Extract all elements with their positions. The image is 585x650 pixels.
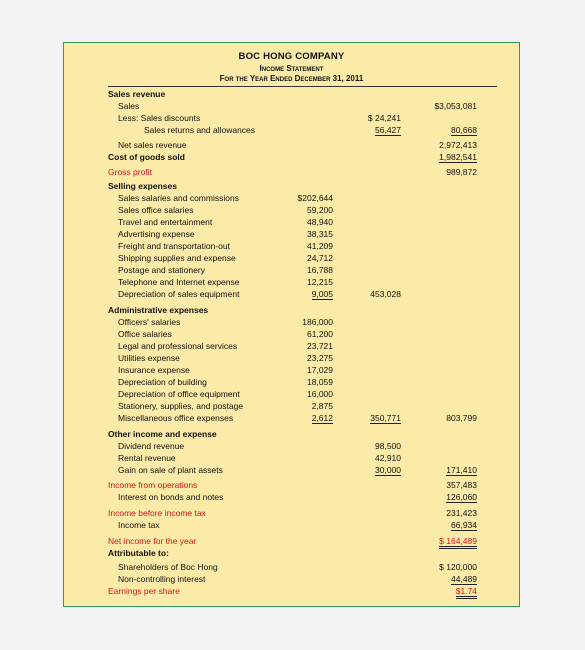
amount-c1: 23,721 bbox=[307, 341, 333, 351]
amount-c1: 61,200 bbox=[307, 329, 333, 339]
statement-row bbox=[64, 441, 519, 453]
row-label: Other income and expense bbox=[108, 429, 217, 439]
row-label: Miscellaneous office expenses bbox=[118, 413, 234, 423]
income-statement-sheet bbox=[63, 42, 520, 607]
amount-c1: 16,000 bbox=[307, 389, 333, 399]
statement-row bbox=[64, 562, 519, 574]
row-label: Income from operations bbox=[108, 480, 198, 490]
statement-row bbox=[64, 265, 519, 277]
row-label: Income before income tax bbox=[108, 508, 206, 518]
statement-row bbox=[64, 453, 519, 465]
amount-c1: 23,275 bbox=[307, 353, 333, 363]
amount-c3: 80,668 bbox=[451, 125, 477, 135]
row-label: Sales returns and allowances bbox=[144, 125, 256, 135]
row-label: Cost of goods sold bbox=[108, 152, 185, 162]
amount-c2: 453,028 bbox=[370, 289, 401, 299]
row-label: Depreciation of building bbox=[118, 377, 207, 387]
statement-row bbox=[64, 401, 519, 413]
statement-row bbox=[64, 586, 519, 598]
statement-row bbox=[64, 353, 519, 365]
row-label: Depreciation of office equipment bbox=[118, 389, 240, 399]
statement-row bbox=[64, 193, 519, 205]
company-name: BOC HONG COMPANY bbox=[238, 51, 345, 62]
row-label: Income tax bbox=[118, 520, 160, 530]
amount-c1: 24,712 bbox=[307, 253, 333, 263]
amount-c3: 44,489 bbox=[451, 574, 477, 584]
amount-c1: 9,005 bbox=[311, 289, 333, 299]
statement-row bbox=[64, 113, 519, 125]
statement-row bbox=[64, 253, 519, 265]
amount-c3: $ 120,000 bbox=[439, 562, 477, 572]
statement-row bbox=[64, 508, 519, 520]
row-label: Officers' salaries bbox=[118, 317, 181, 327]
row-label: Interest on bonds and notes bbox=[118, 492, 224, 502]
statement-row bbox=[64, 536, 519, 548]
row-label: Net income for the year bbox=[108, 536, 197, 546]
amount-c1: 48,940 bbox=[307, 217, 333, 227]
statement-row bbox=[64, 167, 519, 179]
row-label: Earnings per share bbox=[108, 586, 180, 596]
row-label: Gross profit bbox=[108, 167, 152, 177]
amount-c3: $1.74 bbox=[456, 586, 477, 599]
statement-row bbox=[64, 205, 519, 217]
amount-c3: $ 164,489 bbox=[439, 536, 477, 549]
row-label: Sales office salaries bbox=[118, 205, 194, 215]
amount-c1: 41,209 bbox=[307, 241, 333, 251]
statement-row bbox=[64, 520, 519, 532]
statement-row bbox=[64, 480, 519, 492]
row-label: Insurance expense bbox=[118, 365, 190, 375]
amount-c1: 12,215 bbox=[307, 277, 333, 287]
row-label: Dividend revenue bbox=[118, 441, 185, 451]
statement-row bbox=[64, 341, 519, 353]
amount-c2: $ 24,241 bbox=[367, 113, 401, 123]
statement-row bbox=[64, 305, 519, 317]
amount-c3: 1,982,541 bbox=[439, 152, 477, 162]
statement-row bbox=[64, 377, 519, 389]
row-label: Advertising expense bbox=[118, 229, 195, 239]
row-label: Shipping supplies and expense bbox=[118, 253, 236, 263]
amount-c2: 56,427 bbox=[375, 125, 401, 135]
amount-c1: 38,315 bbox=[307, 229, 333, 239]
amount-c2: 98,500 bbox=[375, 441, 401, 451]
statement-row bbox=[64, 140, 519, 152]
statement-row bbox=[64, 465, 519, 477]
statement-row bbox=[64, 101, 519, 113]
row-label: Selling expenses bbox=[108, 181, 177, 191]
statement-row bbox=[64, 574, 519, 586]
amount-c3: 171,410 bbox=[446, 465, 477, 475]
statement-row bbox=[64, 152, 519, 164]
statement-row bbox=[64, 389, 519, 401]
row-label: Administrative expenses bbox=[108, 305, 209, 315]
row-label: Less: Sales discounts bbox=[118, 113, 201, 123]
amount-c3: 989,872 bbox=[446, 167, 477, 177]
row-label: Office salaries bbox=[118, 329, 172, 339]
row-label: Non-controlling interest bbox=[118, 574, 206, 584]
amount-c3: 357,483 bbox=[446, 480, 477, 490]
row-label: Shareholders of Boc Hong bbox=[118, 562, 218, 572]
statement-row bbox=[64, 413, 519, 425]
amount-c1: $202,644 bbox=[297, 193, 333, 203]
row-label: Sales salaries and commissions bbox=[118, 193, 239, 203]
row-label: Stationery, supplies, and postage bbox=[118, 401, 244, 411]
amount-c1: 18,059 bbox=[307, 377, 333, 387]
amount-c2: 30,000 bbox=[375, 465, 401, 475]
amount-c1: 59,200 bbox=[307, 205, 333, 215]
statement-row bbox=[64, 277, 519, 289]
amount-c3: 126,060 bbox=[446, 492, 477, 502]
statement-row bbox=[64, 217, 519, 229]
header-rule bbox=[108, 86, 497, 87]
amount-c3: 66,934 bbox=[451, 520, 477, 530]
statement-row bbox=[64, 317, 519, 329]
amount-c2: 42,910 bbox=[375, 453, 401, 463]
row-label: Rental revenue bbox=[118, 453, 176, 463]
row-label: Net sales revenue bbox=[118, 140, 187, 150]
statement-row bbox=[64, 289, 519, 301]
row-label: Postage and stationery bbox=[118, 265, 205, 275]
statement-row bbox=[64, 125, 519, 137]
amount-c3: $3,053,081 bbox=[434, 101, 477, 111]
statement-row bbox=[64, 89, 519, 101]
statement-row bbox=[64, 429, 519, 441]
statement-title: Income Statement bbox=[259, 64, 324, 73]
amount-c3: 231,423 bbox=[446, 508, 477, 518]
row-label: Legal and professional services bbox=[118, 341, 238, 351]
amount-c3: 803,799 bbox=[446, 413, 477, 423]
amount-c1: 16,788 bbox=[307, 265, 333, 275]
row-label: Utilities expense bbox=[118, 353, 180, 363]
statement-row bbox=[64, 181, 519, 193]
row-label: Gain on sale of plant assets bbox=[118, 465, 223, 475]
statement-row bbox=[64, 241, 519, 253]
row-label: Depreciation of sales equipment bbox=[118, 289, 240, 299]
row-label: Telephone and Internet expense bbox=[118, 277, 240, 287]
statement-row bbox=[64, 229, 519, 241]
statement-row bbox=[64, 365, 519, 377]
statement-row bbox=[64, 548, 519, 560]
amount-c1: 2,875 bbox=[311, 401, 333, 411]
amount-c1: 186,000 bbox=[302, 317, 333, 327]
row-label: Sales bbox=[118, 101, 140, 111]
amount-c3: 2,972,413 bbox=[439, 140, 477, 150]
row-label: Sales revenue bbox=[108, 89, 166, 99]
amount-c2: 350,771 bbox=[370, 413, 401, 423]
statement-row bbox=[64, 492, 519, 504]
row-label: Freight and transportation-out bbox=[118, 241, 230, 251]
amount-c1: 2,612 bbox=[311, 413, 333, 423]
statement-row bbox=[64, 329, 519, 341]
amount-c1: 17,029 bbox=[307, 365, 333, 375]
row-label: Attributable to: bbox=[108, 548, 169, 558]
row-label: Travel and entertainment bbox=[118, 217, 213, 227]
statement-period: For the Year Ended December 31, 2011 bbox=[219, 74, 364, 83]
